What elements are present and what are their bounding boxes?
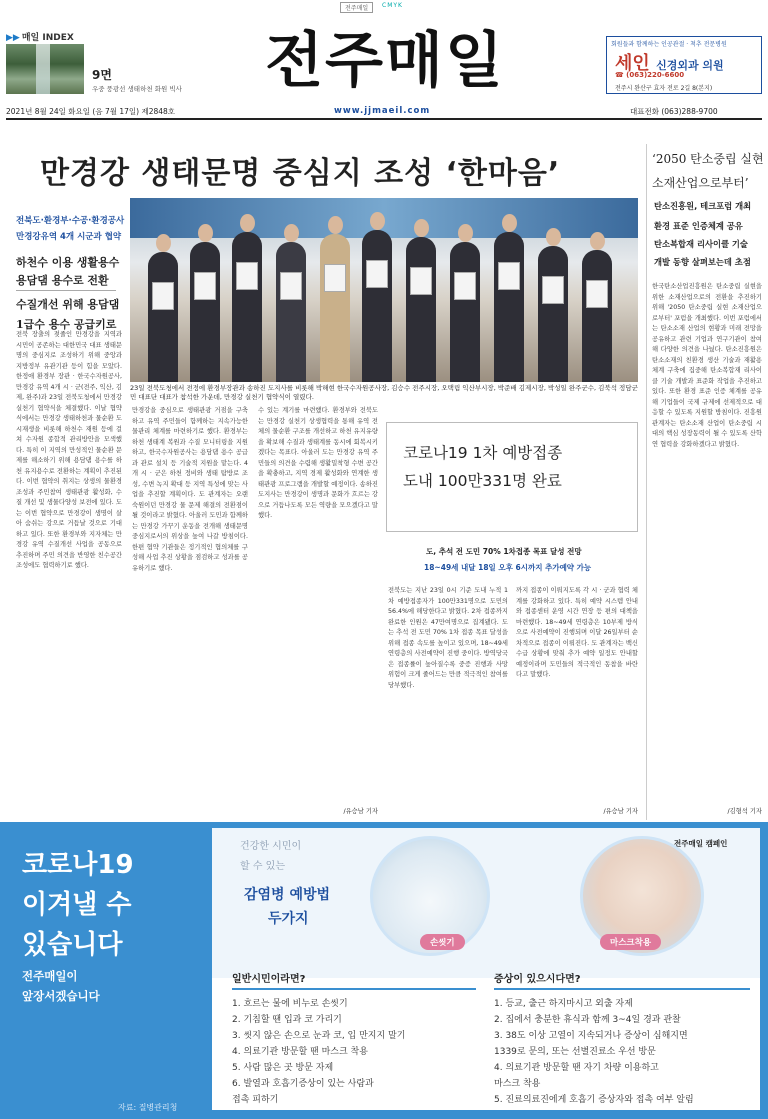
section-symptom-rule — [494, 988, 750, 990]
byline-covid: /유승남 기자 — [603, 808, 638, 815]
side-headline-1: ‘2050 탄소중립 실현 — [652, 152, 764, 166]
side-headline-2: 소재산업으로부터’ — [652, 176, 749, 190]
masthead-rule — [6, 118, 762, 120]
deck-line-4: 1급수 용수 공급키로 — [16, 318, 117, 331]
section-general-heading: 일반시민이라면? — [232, 974, 306, 985]
covid-subhead-1: 도, 추석 전 도민 70% 1차접종 목표 달성 전망 — [426, 547, 582, 556]
symptom-item: 4. 의료기관 방문할 땐 자기 차량 이용하고 — [494, 1063, 659, 1073]
index-thumbnail[interactable] — [6, 44, 84, 94]
representative-phone: 대표전화 (063)288-9700 — [630, 107, 718, 116]
covid-headline-1: 코로나19 1차 예방접종 — [403, 444, 563, 462]
double-arrow-icon: ▶▶ — [6, 33, 20, 43]
deck-line-3: 수질개선 위해 용담댐 — [16, 298, 120, 311]
deck-line-1: 하천수 이용 생활용수 — [16, 256, 120, 269]
symptom-item: 1. 등교, 출근 하지마시고 외출 자제 — [494, 999, 633, 1009]
print-stamp: 전주매일 — [340, 2, 373, 13]
cmyk-mark: CMYK — [382, 2, 403, 9]
side-article-column: 한국탄소산업진흥원은 탄소중립 실현을 위한 소재산업으로의 전환을 추진하기 위해 '2050 탄소중립 실현 소재산업으로부터' 포럼을 개최했다. 이번 포럼에서는 탄소소재 산업의 현황과 미래 전망을 공유하고 관련 기업과 연구기관이 참여해 다양한 의견을 나눴다. 탄소진흥원은 탄소소재의 친환경 생산 기술과 재활용 체계 구축에 집중해 탄소복합재 리사이클 기술 개발과 표준화 작업을 추진하고 있다. 또한 환경 표준 인증 체계를 공유해 기업들이 국제 규제에 선제적으로 대응할 수 있도록 지원할 방침이다. 진흥원 관계자는 탄소소재 산업이 탄소중립 시대의 핵심 성장동력이 될 수 있도록 산학연 협력을 강화하겠다고 밝혔다. — [652, 283, 762, 448]
website-link[interactable]: www.jjmaeil.com — [334, 106, 431, 116]
general-item: 1. 흐르는 물에 비누로 손씻기 — [232, 999, 348, 1009]
newspaper-title: 전주매일 — [265, 26, 505, 96]
campaign-source: 자료: 질병관리청 — [118, 1103, 178, 1112]
ad-phone: ☎ (063)220-6600 — [615, 71, 685, 79]
general-item: 4. 의료기관 방문할 땐 마스크 착용 — [232, 1047, 368, 1057]
campaign-title-2: 이겨낼 수 — [22, 890, 132, 920]
campaign-tag: 전주매일 캠페인 — [674, 839, 728, 848]
side-subhead-4: 개발 동향 살펴보는데 초점 — [654, 257, 751, 267]
general-item: 2. 기침할 땐 입과 코 가리기 — [232, 1015, 342, 1025]
handwashing-label: 손씻기 — [420, 934, 465, 950]
byline-side: /김형석 기자 — [727, 808, 762, 815]
general-item: 6. 발열과 호흡기증상이 있는 사람과 — [232, 1079, 374, 1089]
general-item: 3. 씻지 않은 손으로 눈과 코, 입 만지지 말기 — [232, 1031, 406, 1041]
covid-subhead-2: 18~49세 내달 18일 오후 6시까지 추가예약 가능 — [424, 563, 592, 572]
photo-caption: 23일 전북도청에서 전정에 환경부장관과 송하진 도지사를 비롯해 박해현 한국수자원공사장, 김승수 전주시장, 오택림 익산부시장, 박준배 김제시장, 박성일 완주군수, 김북석 정담군민 대표단 대표가 참석한 가운데, 만경강 실천기 협약식이 열렸다. — [130, 384, 638, 401]
campaign-lead-1: 건강한 시민이 — [240, 841, 302, 852]
campaign-slogan-2: 앞장서겠습니다 — [22, 989, 100, 1003]
ad-clinic-name: 세인 신경외과 의원 — [615, 53, 724, 74]
index-page-number: 9면 — [92, 68, 112, 82]
symptom-item: 마스크 착용 — [494, 1079, 541, 1089]
campaign-lead-4: 두가지 — [268, 911, 309, 927]
symptom-item: 2. 집에서 충분한 휴식과 함께 3~4일 경과 관찰 — [494, 1015, 681, 1025]
general-item: 5. 사람 많은 곳 방문 자제 — [232, 1063, 334, 1073]
symptom-item: 3. 38도 이상 고열이 지속되거나 증상이 심해지면 — [494, 1031, 688, 1041]
side-subhead-1: 탄소진흥원, 테크포럼 개최 — [654, 201, 752, 211]
agreement-ceremony-photo[interactable] — [130, 198, 638, 382]
campaign-title-1: 코로나19 — [22, 850, 134, 880]
subhead-agreement: 만경강유역 4개 시군과 협약 — [16, 232, 122, 242]
ad-tagline: 회원들과 함께하는 인공관절 · 척추 전문병원 — [611, 41, 727, 48]
covid-column-2: 까지 접종이 이뤄지도록 각 시 · 군과 협력 체계를 강화하고 있다. 특히 예약 시스템 안내와 접종센터 운영 시간 연장 등 편의 대책을 마련했다. 18~49세 연령층은 10부제 방식으로 사전예약이 진행되며 이달 26일부터 순차적으로 접종이 이뤄진다. 도 관계자는 백신 수급 상황에 맞춰 추가 예약 일정도 안내할 예정이라며 도민들의 적극적인 동참을 바란다고 말했다. — [516, 587, 638, 678]
covid-column-1: 전북도는 지난 23일 0시 기준 도내 누적 1차 예방접종자가 100만331명으로 도민의 56.4%에 해당한다고 밝혔다. 2차 접종까지 완료한 인원은 47만여명으로 집계됐다. 도는 추석 전 도민 70% 1차 접종 목표 달성을 위해 접종 속도를 높이고 있으며, 18~49세 연령층의 사전예약이 진행 중이다. 방역당국은 접종률이 높아질수록 중증 진행과 사망 위험이 크게 줄어드는 만큼 적극적인 참여를 당부했다. — [388, 587, 508, 689]
campaign-title-3: 있습니다 — [22, 930, 123, 960]
symptom-item: 1339로 문의, 또는 선별진료소 우선 방문 — [494, 1047, 656, 1057]
deck-line-2: 용담댐 용수로 전환 — [16, 274, 109, 287]
index-caption: 우중 풍광선 생태하천 화원 빅사 — [92, 85, 182, 93]
symptom-item: 5. 진료의료진에게 호흡기 증상자와 접촉 여부 알림 — [494, 1095, 694, 1105]
article-column-3: 수 있는 계기를 마련했다. 환경부와 전북도는 만경강 실천기 상생협력을 통해 유역 전체의 물순환 구조를 개선하고 하천 유지유량을 확보해 수질과 생태계를 동시에 회복시키겠다는 목표다. 아울러 도는 만경강 유역 주민들의 의견을 수렴해 생활밀착형 수변 공간을 확충하고, 지역 경제 활성화와 연계한 생태관광 프로그램을 개발할 예정이다. 송하진 도지사는 만경강이 생명과 문화가 흐르는 강으로 거듭나도록 모든 역량을 모으겠다고 말했다. — [258, 407, 378, 519]
index-label: ▶▶ 매일 INDEX — [6, 33, 74, 43]
header-advertisement[interactable] — [606, 36, 762, 94]
masthead — [0, 0, 768, 115]
ad-address: 전주시 완산구 효자 전로 2길 8(본지) — [615, 85, 713, 92]
side-subhead-2: 환경 표준 인증체계 공유 — [654, 221, 743, 231]
section-general-rule — [232, 988, 476, 990]
deck-divider — [16, 290, 116, 291]
byline-main: /유승남 기자 — [343, 808, 378, 815]
side-subhead-3: 탄소복합재 리사이클 기술 — [654, 239, 748, 249]
column-divider — [646, 144, 647, 820]
campaign-lead-2: 할 수 있는 — [240, 861, 285, 872]
campaign-lead-3: 감염병 예방법 — [244, 887, 331, 903]
article-column-1: 전북 장출의 젖줄인 만경강을 지역과 시민이 공존하는 대한민국 대표 생태문명의 중심지로 조성하기 위해 중앙과 지방정부 유관기관 등이 힘을 모았다. 한정애 환경부 장관 · 한국수자원공사, 만경강 유역 4개 시 · 군(전주, 익산, 김제, 완주)과 23일 전북도청에서 만경강 실천기 협약식을 체결했다. 이날 협약식에서는 만경강 생태하천과 물순환 도시재생을 비롯해 하천수 재원 등에 걸쳐 수자원 종합적 관리방안을 모색했다. 특히 이 지역의 만성적인 물순환 문제를 해소하기 위해 용담댐 용수를 하천 유지용수로 전환하는 계획이 추진된다. 이번 협약의 취지는 상생의 물환경 조성과 주민참여 생태관광 활성화, 수질 개선 및 생물다양성 보전에 있다. 도는 이번 협약으로 만경강이 생명이 살아 숨쉬는 강으로 거듭날 것으로 기대하고 있다. 또한 환경부와 지자체는 만경강 유역 수질개선 사업을 공동으로 추진하며 주민 의견을 반영한 친수공간 조성에도 협력하기로 했다. — [16, 331, 122, 569]
general-item: 접촉 피하기 — [232, 1095, 279, 1105]
campaign-slogan-1: 전주매일이 — [22, 969, 78, 983]
main-headline: 만경강 생태문명 중심지 조성 ‘한마음’ — [40, 156, 561, 191]
dateline: 2021년 8월 24일 화요일 (음 7월 17일) 제2848호 — [6, 107, 176, 116]
subhead-agencies: 전북도·환경부·수공·환경공사 — [16, 216, 125, 226]
covid-headline-2: 도내 100만331명 완료 — [403, 472, 562, 490]
article-column-2: 만경강을 중심으로 생태관광 거점을 구축하고 유역 주민들이 함께하는 지속가능한 물관리 체계를 마련하기로 했다. 환경부는 하천 생태계 복원과 수질 모니터링을 지원하고, 한국수자원공사는 용담댐 용수 공급과 관로 설치 등 기술적 지원을 맡는다. 4개 시 · 군은 하천 정비와 생태 탐방로 조성, 수변 녹지 확대 등 지역 특성에 맞는 사업을 추진할 계획이다. 도 관계자는 오랜 숙원이던 만경강 물 문제 해결의 전환점이 될 것이라고 밝혔다. 아울러 도민과 함께하는 만경강 가꾸기 운동을 전개해 생태문명 중심지로서의 위상을 높여 나갈 방침이다. 한편 협약 기관들은 정기적인 협의체를 구성해 사업 추진 상황을 점검하고 성과를 공유하기로 했다. — [132, 407, 248, 572]
section-symptom-heading: 증상이 있으시다면? — [494, 974, 581, 985]
covid-headline-box — [386, 422, 638, 532]
mask-label: 마스크착용 — [600, 934, 661, 950]
